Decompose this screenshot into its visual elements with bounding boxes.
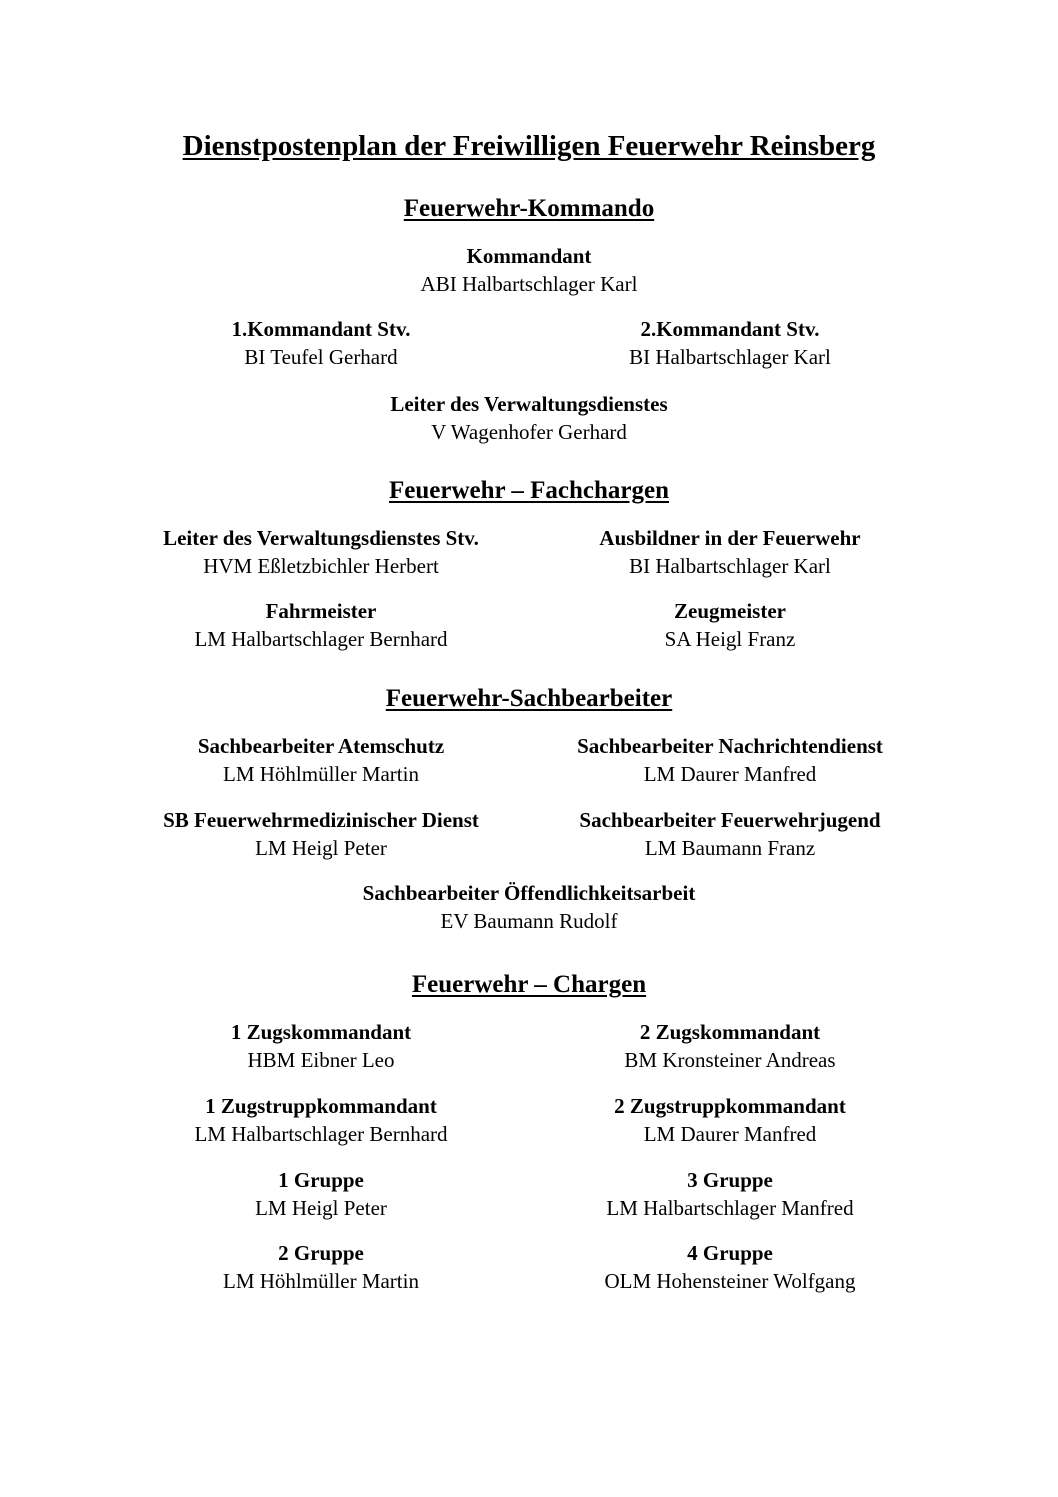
role-label: 2.Kommandant Stv. xyxy=(640,317,820,341)
role-label: 2 Zugskommandant xyxy=(639,1020,821,1044)
entry-kommandant xyxy=(319,242,739,298)
entry-zugstruppkommandant-1 xyxy=(111,1092,531,1148)
role-label: SB Feuerwehrmedizinischer Dienst xyxy=(163,808,479,832)
person-name: LM Halbartschlager Manfred xyxy=(606,1196,854,1220)
role-label: Leiter des Verwaltungsdienstes Stv. xyxy=(163,526,479,550)
role-label: 3 Gruppe xyxy=(687,1168,773,1192)
role-label: Zeugmeister xyxy=(674,599,786,623)
person-name: LM Heigl Peter xyxy=(255,1196,387,1220)
role-label: 2 Gruppe xyxy=(278,1241,364,1265)
role-label: Sachbearbeiter Atemschutz xyxy=(197,734,445,758)
person-name: BI Teufel Gerhard xyxy=(244,345,398,369)
role-label: Fahrmeister xyxy=(265,599,377,623)
person-name: LM Halbartschlager Bernhard xyxy=(194,627,448,651)
person-name: HVM Eßletzbichler Herbert xyxy=(203,554,439,578)
person-name: SA Heigl Franz xyxy=(664,627,796,651)
entry-leiter-verwaltungsdienst xyxy=(319,390,739,446)
entry-gruppe-3 xyxy=(520,1166,940,1222)
role-label: 1 Zugskommandant xyxy=(230,1020,412,1044)
person-name: BM Kronsteiner Andreas xyxy=(624,1048,836,1072)
entry-gruppe-2 xyxy=(111,1239,531,1295)
person-name: V Wagenhofer Gerhard xyxy=(431,420,627,444)
role-label: Sachbearbeiter Nachrichtendienst xyxy=(577,734,883,758)
entry-zugskommandant-1 xyxy=(111,1018,531,1074)
person-name: BI Halbartschlager Karl xyxy=(629,554,831,578)
person-name: LM Höhlmüller Martin xyxy=(223,762,419,786)
role-label: Ausbildner in der Feuerwehr xyxy=(599,526,861,550)
person-name: LM Baumann Franz xyxy=(644,836,816,860)
role-label: 1.Kommandant Stv. xyxy=(231,317,411,341)
person-name: LM Daurer Manfred xyxy=(643,1122,817,1146)
role-label: Leiter des Verwaltungsdienstes xyxy=(390,392,668,416)
entry-zugskommandant-2 xyxy=(520,1018,940,1074)
entry-fahrmeister xyxy=(111,597,531,653)
person-name: BI Halbartschlager Karl xyxy=(629,345,831,369)
entry-zugstruppkommandant-2 xyxy=(520,1092,940,1148)
entry-sb-feuerwehrjugend xyxy=(520,806,940,862)
person-name: LM Daurer Manfred xyxy=(643,762,817,786)
entry-ausbildner xyxy=(520,524,940,580)
person-name: LM Heigl Peter xyxy=(255,836,387,860)
entry-zeugmeister xyxy=(520,597,940,653)
section-heading-sachbearbeiter: Feuerwehr-Sachbearbeiter xyxy=(385,685,673,712)
entry-sb-atemschutz xyxy=(111,732,531,788)
section-heading-kommando: Feuerwehr-Kommando xyxy=(403,195,655,222)
role-label: Sachbearbeiter Feuerwehrjugend xyxy=(579,808,881,832)
entry-gruppe-4 xyxy=(520,1239,940,1295)
person-name: HBM Eibner Leo xyxy=(247,1048,395,1072)
person-name: EV Baumann Rudolf xyxy=(440,909,618,933)
person-name: ABI Halbartschlager Karl xyxy=(420,272,638,296)
entry-sb-medizinischer-dienst xyxy=(111,806,531,862)
role-label: 2 Zugstruppkommandant xyxy=(614,1094,846,1118)
page-title: Dienstpostenplan der Freiwilligen Feuerwehr Reinsberg xyxy=(182,130,876,162)
person-name: LM Halbartschlager Bernhard xyxy=(194,1122,448,1146)
entry-kommandant-stv-2 xyxy=(520,315,940,371)
entry-gruppe-1 xyxy=(111,1166,531,1222)
section-heading-chargen: Feuerwehr – Chargen xyxy=(411,971,647,998)
entry-sb-nachrichtendienst xyxy=(520,732,940,788)
role-label: Kommandant xyxy=(466,244,592,268)
role-label: Sachbearbeiter Öffendlichkeitsarbeit xyxy=(362,881,696,905)
section-heading-fachchargen: Feuerwehr – Fachchargen xyxy=(388,477,670,504)
role-label: 1 Gruppe xyxy=(278,1168,364,1192)
entry-kommandant-stv-1 xyxy=(111,315,531,371)
person-name: LM Höhlmüller Martin xyxy=(223,1269,419,1293)
entry-leiter-verwaltungsdienst-stv xyxy=(111,524,531,580)
role-label: 4 Gruppe xyxy=(687,1241,773,1265)
entry-sb-oeffentlichkeitsarbeit xyxy=(319,879,739,935)
role-label: 1 Zugstruppkommandant xyxy=(205,1094,437,1118)
person-name: OLM Hohensteiner Wolfgang xyxy=(604,1269,856,1293)
